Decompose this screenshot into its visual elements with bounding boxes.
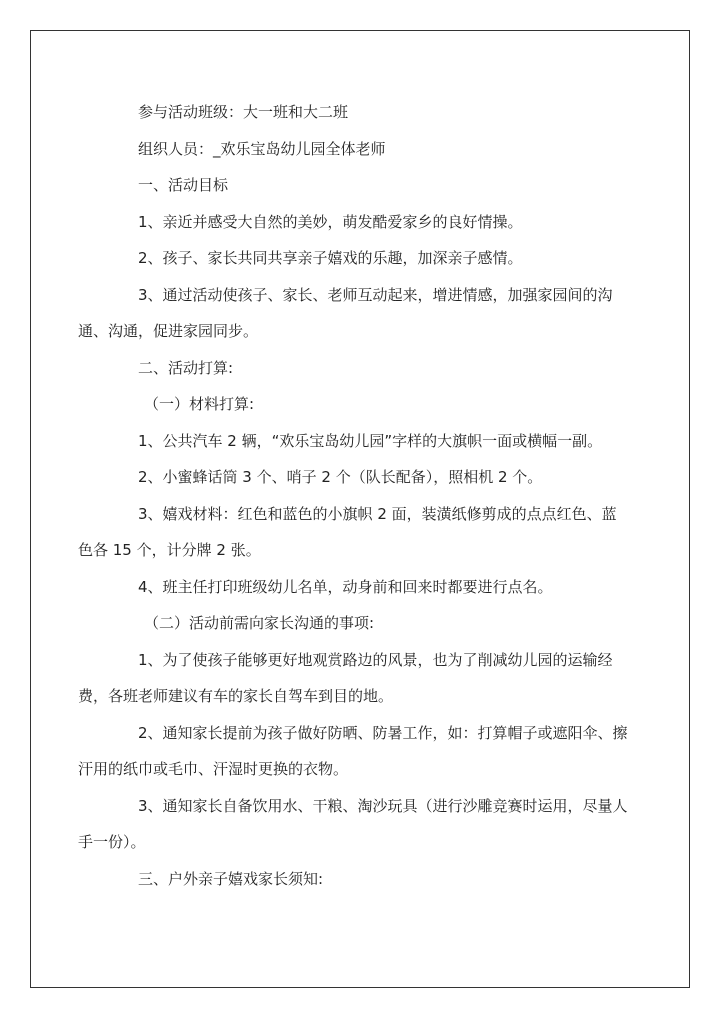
subsection-heading-materials: （一）材料打算: <box>144 395 255 413</box>
notice-item-3: 3、通知家长自备饮用水、干粮、淘沙玩具（进行沙雕竞赛时运用，尽量人手一份）。 <box>78 796 628 851</box>
goal-item-2: 2、孩子、家长共同共享亲子嬉戏的乐趣，加深亲子感情。 <box>138 249 523 267</box>
participating-classes-line: 参与活动班级：大一班和大二班 <box>138 103 349 121</box>
material-item-2: 2、小蜜蜂话筒 3 个、哨子 2 个（队长配备），照相机 2 个。 <box>138 468 543 486</box>
goal-item-3: 3、通过活动使孩子、家长、老师互动起来，增进情感，加强家园间的沟通、沟通，促进家园同步。 <box>78 285 613 340</box>
section-heading-preparation: 二、活动打算: <box>138 358 234 377</box>
document-body <box>78 94 628 897</box>
organizers-line: 组织人员：_欢乐宝岛幼儿园全体老师 <box>138 139 386 158</box>
material-item-4: 4、班主任打印班级幼儿名单，动身前和回来时都要进行点名。 <box>138 577 553 596</box>
goal-item-1: 1、亲近并感受大自然的美妙，萌发酷爱家乡的良好情操。 <box>138 212 523 231</box>
notice-item-1: 1、为了使孩子能够更好地观赏路边的风景，也为了削减幼儿园的运输经费，各班老师建议有车的家长自驾车到目的地。 <box>78 650 613 705</box>
material-item-3: 3、嬉戏材料：红色和蓝色的小旗帜 2 面，装潢纸修剪成的点点红色、蓝色各 15 个，计分牌 2 张。 <box>78 504 617 559</box>
material-item-1: 1、公共汽车 2 辆，“欢乐宝岛幼儿园”字样的大旗帜一面或横幅一副。 <box>138 431 603 450</box>
section-heading-parent-guidelines: 三、户外亲子嬉戏家长须知: <box>138 869 324 888</box>
notice-item-2: 2、通知家长提前为孩子做好防晒、防暑工作，如：打算帽子或遮阳伞、擦汗用的纸巾或毛巾、汗湿时更换的衣物。 <box>78 723 628 778</box>
subsection-heading-parent-notice: （二）活动前需向家长沟通的事项: <box>144 614 375 632</box>
section-heading-goals: 一、活动目标 <box>138 176 229 194</box>
